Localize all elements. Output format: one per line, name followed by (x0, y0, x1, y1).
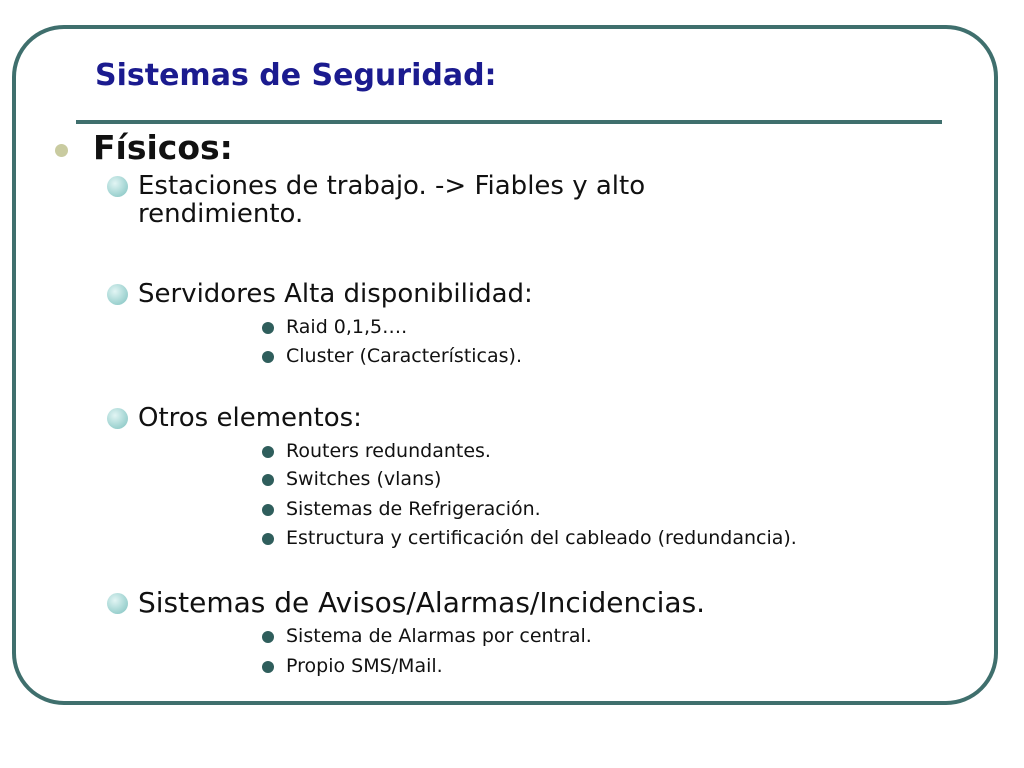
section-heading: Físicos: (93, 128, 233, 167)
bullet-dot-icon (262, 504, 274, 516)
bullet-dot-icon (55, 144, 68, 157)
bullet-dot-icon (262, 474, 274, 486)
sub-list-item-text: Routers redundantes. (286, 440, 491, 462)
bullet-dot-icon (262, 631, 274, 643)
sub-list-item-text: Sistemas de Refrigeración. (286, 498, 541, 520)
sub-list-item-text: Estructura y certificación del cableado (redundancia). (286, 527, 797, 549)
list-item-text (138, 172, 645, 228)
bullet-circle-icon (107, 176, 128, 197)
slide-title: Sistemas de Seguridad: (95, 58, 497, 93)
list-item-text: Servidores Alta disponibilidad: (138, 279, 533, 309)
bullet-dot-icon (262, 351, 274, 363)
sub-list-item-text: Sistema de Alarmas por central. (286, 625, 592, 647)
list-item-line: rendimiento. (138, 199, 304, 229)
bullet-circle-icon (107, 284, 128, 305)
bullet-circle-icon (107, 408, 128, 429)
sub-list-item-text: Switches (vlans) (286, 468, 442, 490)
sub-list-item-text: Cluster (Características). (286, 345, 522, 367)
list-item-text: Otros elementos: (138, 403, 362, 433)
heading-row (55, 128, 233, 167)
list-item-line: Estaciones de trabajo. -> Fiables y alto (138, 171, 646, 201)
bullet-dot-icon (262, 661, 274, 673)
bullet-dot-icon (262, 533, 274, 545)
bullet-dot-icon (262, 446, 274, 458)
bullet-circle-icon (107, 593, 128, 614)
sub-list-item-text: Raid 0,1,5…. (286, 316, 408, 338)
title-underline (76, 120, 942, 124)
list-item-text: Sistemas de Avisos/Alarmas/Incidencias. (138, 586, 706, 619)
sub-list-item-text: Propio SMS/Mail. (286, 655, 443, 677)
bullet-dot-icon (262, 322, 274, 334)
